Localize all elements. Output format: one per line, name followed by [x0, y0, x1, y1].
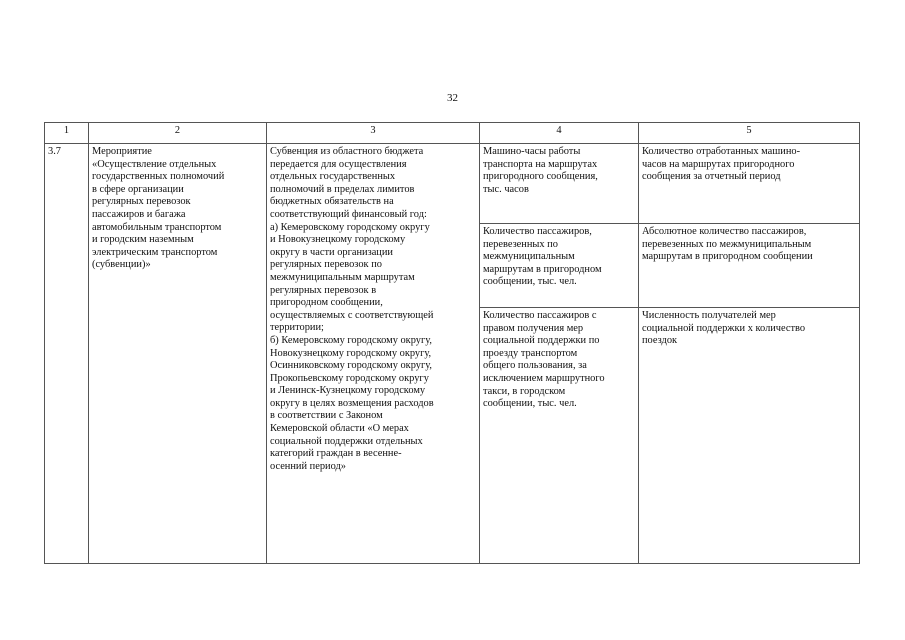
- description-cell: [267, 144, 480, 564]
- page-number: 32: [447, 92, 458, 104]
- header-col-1: 1: [45, 123, 89, 144]
- header-col-5: 5: [639, 123, 860, 144]
- header-col-2: 2: [89, 123, 267, 144]
- event-text: Мероприятие «Осуществление отдельных государственных полномочий в сфере организации регулярных перевозок пассажиров и багажа автомобильным транспортом и городским наземным электрическим транспортом (субвенции)»: [92, 146, 225, 271]
- event-cell: [89, 144, 267, 564]
- indicator-name: Количество пассажиров с правом получения мер социальной поддержки по проезду транспортом общего пользования, за исключением маршрутного такси, в городском сообщении, тыс. чел.: [483, 310, 605, 410]
- measures-table: [44, 122, 860, 564]
- indicator-method: Численность получателей мер социальной поддержки х количество поездок: [642, 310, 806, 347]
- indicator-name-cell: [480, 144, 639, 224]
- indicator-method-cell: [639, 144, 860, 224]
- indicator-name: Количество пассажиров, перевезенных по межмуниципальным маршрутам в пригородном сообщении, тыс. чел.: [483, 226, 602, 288]
- table-row: [45, 144, 860, 224]
- indicator-name-cell: [480, 224, 639, 308]
- indicator-name: Машино-часы работы транспорта на маршрутах пригородного сообщения, тыс. часов: [483, 146, 598, 195]
- indicator-method: Количество отработанных машино- часов на маршрутах пригородного сообщения за отчетный период: [642, 146, 801, 183]
- header-row: [45, 123, 860, 144]
- header-col-4: 4: [480, 123, 639, 144]
- indicator-method-cell: [639, 308, 860, 564]
- indicator-name-cell: [480, 308, 639, 564]
- header-col-3: 3: [267, 123, 480, 144]
- row-number: 3.7: [45, 144, 89, 564]
- description-text: Субвенция из областного бюджета передается для осуществления отдельных государственных полномочий в пределах лимитов бюджетных обязательств на соответствующий финансовый год: а) Кемеровскому городскому округу и Новокузнецкому городскому округу в части организации регулярных перевозок по межмуниципальным маршрутам регулярных перевозок в пригородном сообщении, осуществляемых с соответствующей территории; б) Кемеровскому городскому округу, Новокузнецкому городскому округу, Осинниковскому городскому округу, Прокопьевскому городскому округу и Ленинск-Кузнецкому городскому округу в целях возмещения расходов в соответствии с Законом Кемеровской области «О мерах социальной поддержки отдельных категорий граждан в весенне- осенний период»: [270, 146, 434, 472]
- indicator-method-cell: [639, 224, 860, 308]
- indicator-method: Абсолютное количество пассажиров, перевезенных по межмуниципальным маршрутам в пригородном сообщении: [642, 226, 813, 263]
